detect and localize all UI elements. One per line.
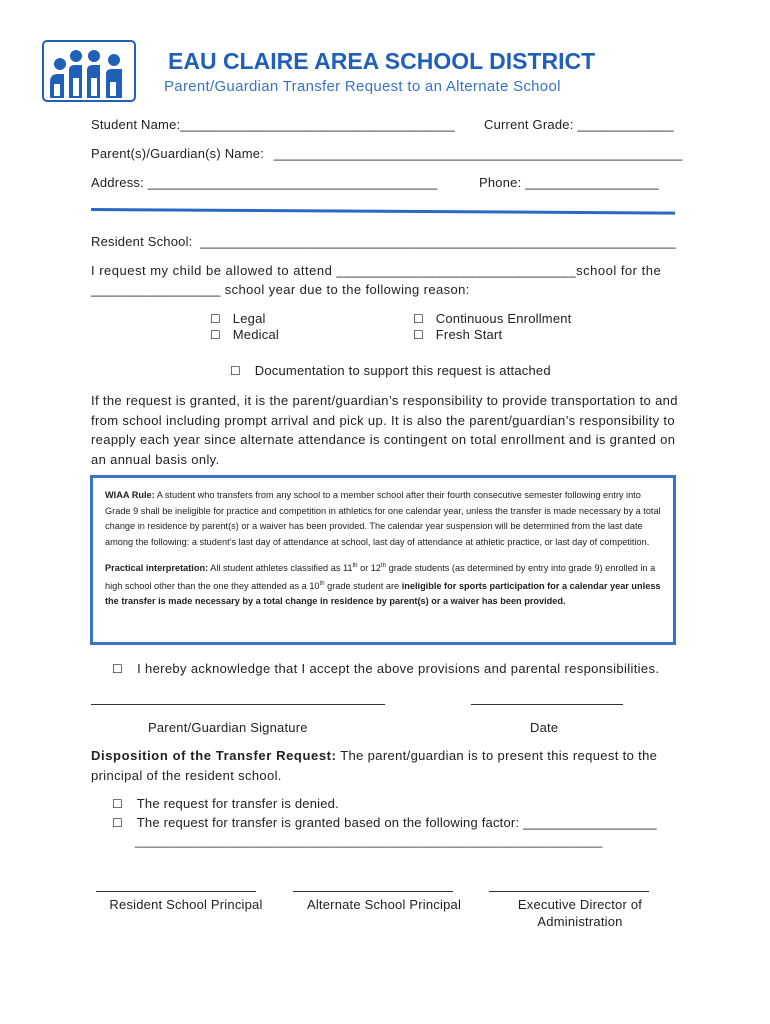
form-subtitle: Parent/Guardian Transfer Request to an Alternate School — [164, 78, 561, 95]
administration-label: Administration — [537, 914, 623, 929]
executive-director-line[interactable] — [489, 891, 649, 892]
documentation-label: Documentation to support this request is attached — [254, 363, 551, 378]
resident-principal-label: Resident School Principal — [109, 897, 263, 912]
disposition-text: The parent/guardian is to present this request to the principal of the resident school. — [91, 748, 658, 783]
request-line-1 — [91, 263, 661, 278]
checkbox-icon[interactable]: ☐ — [112, 797, 123, 811]
checkbox-icon[interactable]: ☐ — [413, 328, 424, 342]
responsibility-paragraph: If the request is granted, it is the parent/guardian’s responsibility to provide transportation to and from school including prompt arrival and pick up. It is also the parent/guardian’s responsibility to reapply each year since alternate attendance is contingent on total enrollment and is granted on an annual basis only. — [91, 393, 678, 467]
student-name-field[interactable]: _____________________________________ — [180, 117, 456, 132]
checkbox-icon[interactable]: ☐ — [112, 662, 124, 676]
address-row — [91, 175, 438, 190]
wiaa-rule-label: WIAA Rule: — [105, 490, 155, 500]
district-title: EAU CLAIRE AREA SCHOOL DISTRICT — [168, 48, 596, 74]
practical-interpretation — [105, 559, 661, 610]
phone-field[interactable]: __________________ — [525, 175, 659, 190]
checkbox-icon[interactable]: ☐ — [230, 364, 241, 378]
student-name-label: Student Name: — [91, 117, 181, 132]
reason-fresh-start-label: Fresh Start — [435, 327, 503, 342]
checkbox-icon[interactable]: ☐ — [210, 328, 221, 342]
alternate-principal-label: Alternate School Principal — [306, 897, 462, 912]
executive-director-label: Executive Director of — [517, 897, 643, 912]
disposition-paragraph — [91, 746, 681, 785]
parent-signature-line[interactable] — [91, 704, 385, 705]
parents-label: Parent(s)/Guardian(s) Name: — [91, 146, 265, 161]
granted-row[interactable] — [112, 815, 657, 830]
denied-label: The request for transfer is denied. — [136, 796, 339, 811]
granted-label: The request for transfer is granted based on the following factor: — [136, 815, 520, 830]
reason-medical-label: Medical — [232, 327, 279, 342]
resident-school-row — [91, 234, 676, 249]
date-line[interactable] — [471, 704, 623, 705]
address-label: Address: — [91, 175, 144, 190]
checkbox-icon[interactable]: ☐ — [413, 312, 424, 326]
practical-text: or 12 — [357, 563, 382, 574]
granted-factor-field[interactable]: __________________ — [523, 815, 657, 830]
parents-name-field[interactable]: _______________________________________________________ — [273, 146, 683, 161]
acknowledge-label: I hereby acknowledge that I accept the above provisions and parental responsibilities. — [137, 661, 660, 676]
reason-fresh-start[interactable] — [413, 327, 502, 342]
wiaa-rule — [105, 488, 661, 550]
student-name-row — [91, 117, 455, 132]
practical-text: grade student are — [324, 580, 402, 591]
granted-factor-extra-field[interactable]: ____________________________________________________________________ — [135, 834, 603, 848]
current-grade-label: Current Grade: — [484, 117, 574, 132]
documentation-checkbox-row[interactable] — [230, 363, 551, 378]
request-line-2 — [91, 282, 470, 297]
district-logo-icon — [42, 40, 136, 102]
resident-school-label: Resident School: — [91, 234, 193, 249]
disposition-heading: Disposition of the Transfer Request: — [91, 748, 337, 763]
request-reason-text: school year due to the following reason: — [224, 282, 470, 297]
wiaa-rule-box — [90, 475, 676, 645]
reason-medical[interactable] — [210, 327, 279, 342]
request-text-start: I request my child be allowed to attend — [91, 263, 333, 278]
school-year-field[interactable]: _________________ — [91, 282, 221, 297]
practical-text: grade students (as determined by entry into grade 9) enrolled in a high school other than the one they attended as a 10 — [105, 563, 656, 591]
address-field[interactable]: _______________________________________ — [147, 175, 438, 190]
phone-row — [479, 175, 659, 190]
phone-label: Phone: — [479, 175, 522, 190]
reason-continuous-enrollment[interactable] — [413, 311, 572, 326]
current-grade-field[interactable]: _____________ — [577, 117, 674, 132]
practical-text: All student athletes classified as 11 — [210, 563, 353, 574]
reason-legal[interactable] — [210, 311, 266, 326]
resident-school-field[interactable]: ________________________________________________________________ — [200, 234, 676, 249]
reason-continuous-label: Continuous Enrollment — [435, 311, 572, 326]
superscript: th — [352, 563, 358, 569]
parent-signature-label: Parent/Guardian Signature — [148, 720, 308, 735]
practical-label: Practical interpretation: — [105, 563, 209, 574]
denied-row[interactable] — [112, 796, 339, 811]
current-grade-row — [484, 117, 674, 132]
parents-row — [91, 146, 682, 161]
superscript: th — [319, 580, 325, 587]
alternate-school-field[interactable]: _______________________________ — [336, 263, 577, 278]
superscript: th — [381, 563, 387, 569]
date-label: Date — [530, 720, 559, 735]
checkbox-icon[interactable]: ☐ — [112, 816, 123, 830]
resident-principal-line[interactable] — [96, 891, 256, 892]
practical-bold-text: ineligible for sports participation for a calendar year unless the transfer is made necessary by a total change in residence by parent(s) or a waiver has been provided. — [105, 580, 661, 607]
reason-legal-label: Legal — [232, 311, 266, 326]
alternate-principal-line[interactable] — [293, 891, 453, 892]
acknowledge-row[interactable] — [112, 661, 659, 676]
section-divider — [91, 208, 675, 215]
wiaa-rule-text: A student who transfers from any school to a member school after their fourth consecutive semester following entry into Grade 9 shall be ineligible for practice and competition in athletics for one calendar year, unless the transfer is made necessary by a total change in residence by parent(s) or a waiver has been provided. The calendar year suspension will be determined from the last date among the following: a student’s last day of attendance at school, last day of attendance at athletic practice, or last day of competition. — [105, 490, 661, 547]
checkbox-icon[interactable]: ☐ — [210, 312, 221, 326]
request-text-end: school for the — [576, 263, 662, 278]
